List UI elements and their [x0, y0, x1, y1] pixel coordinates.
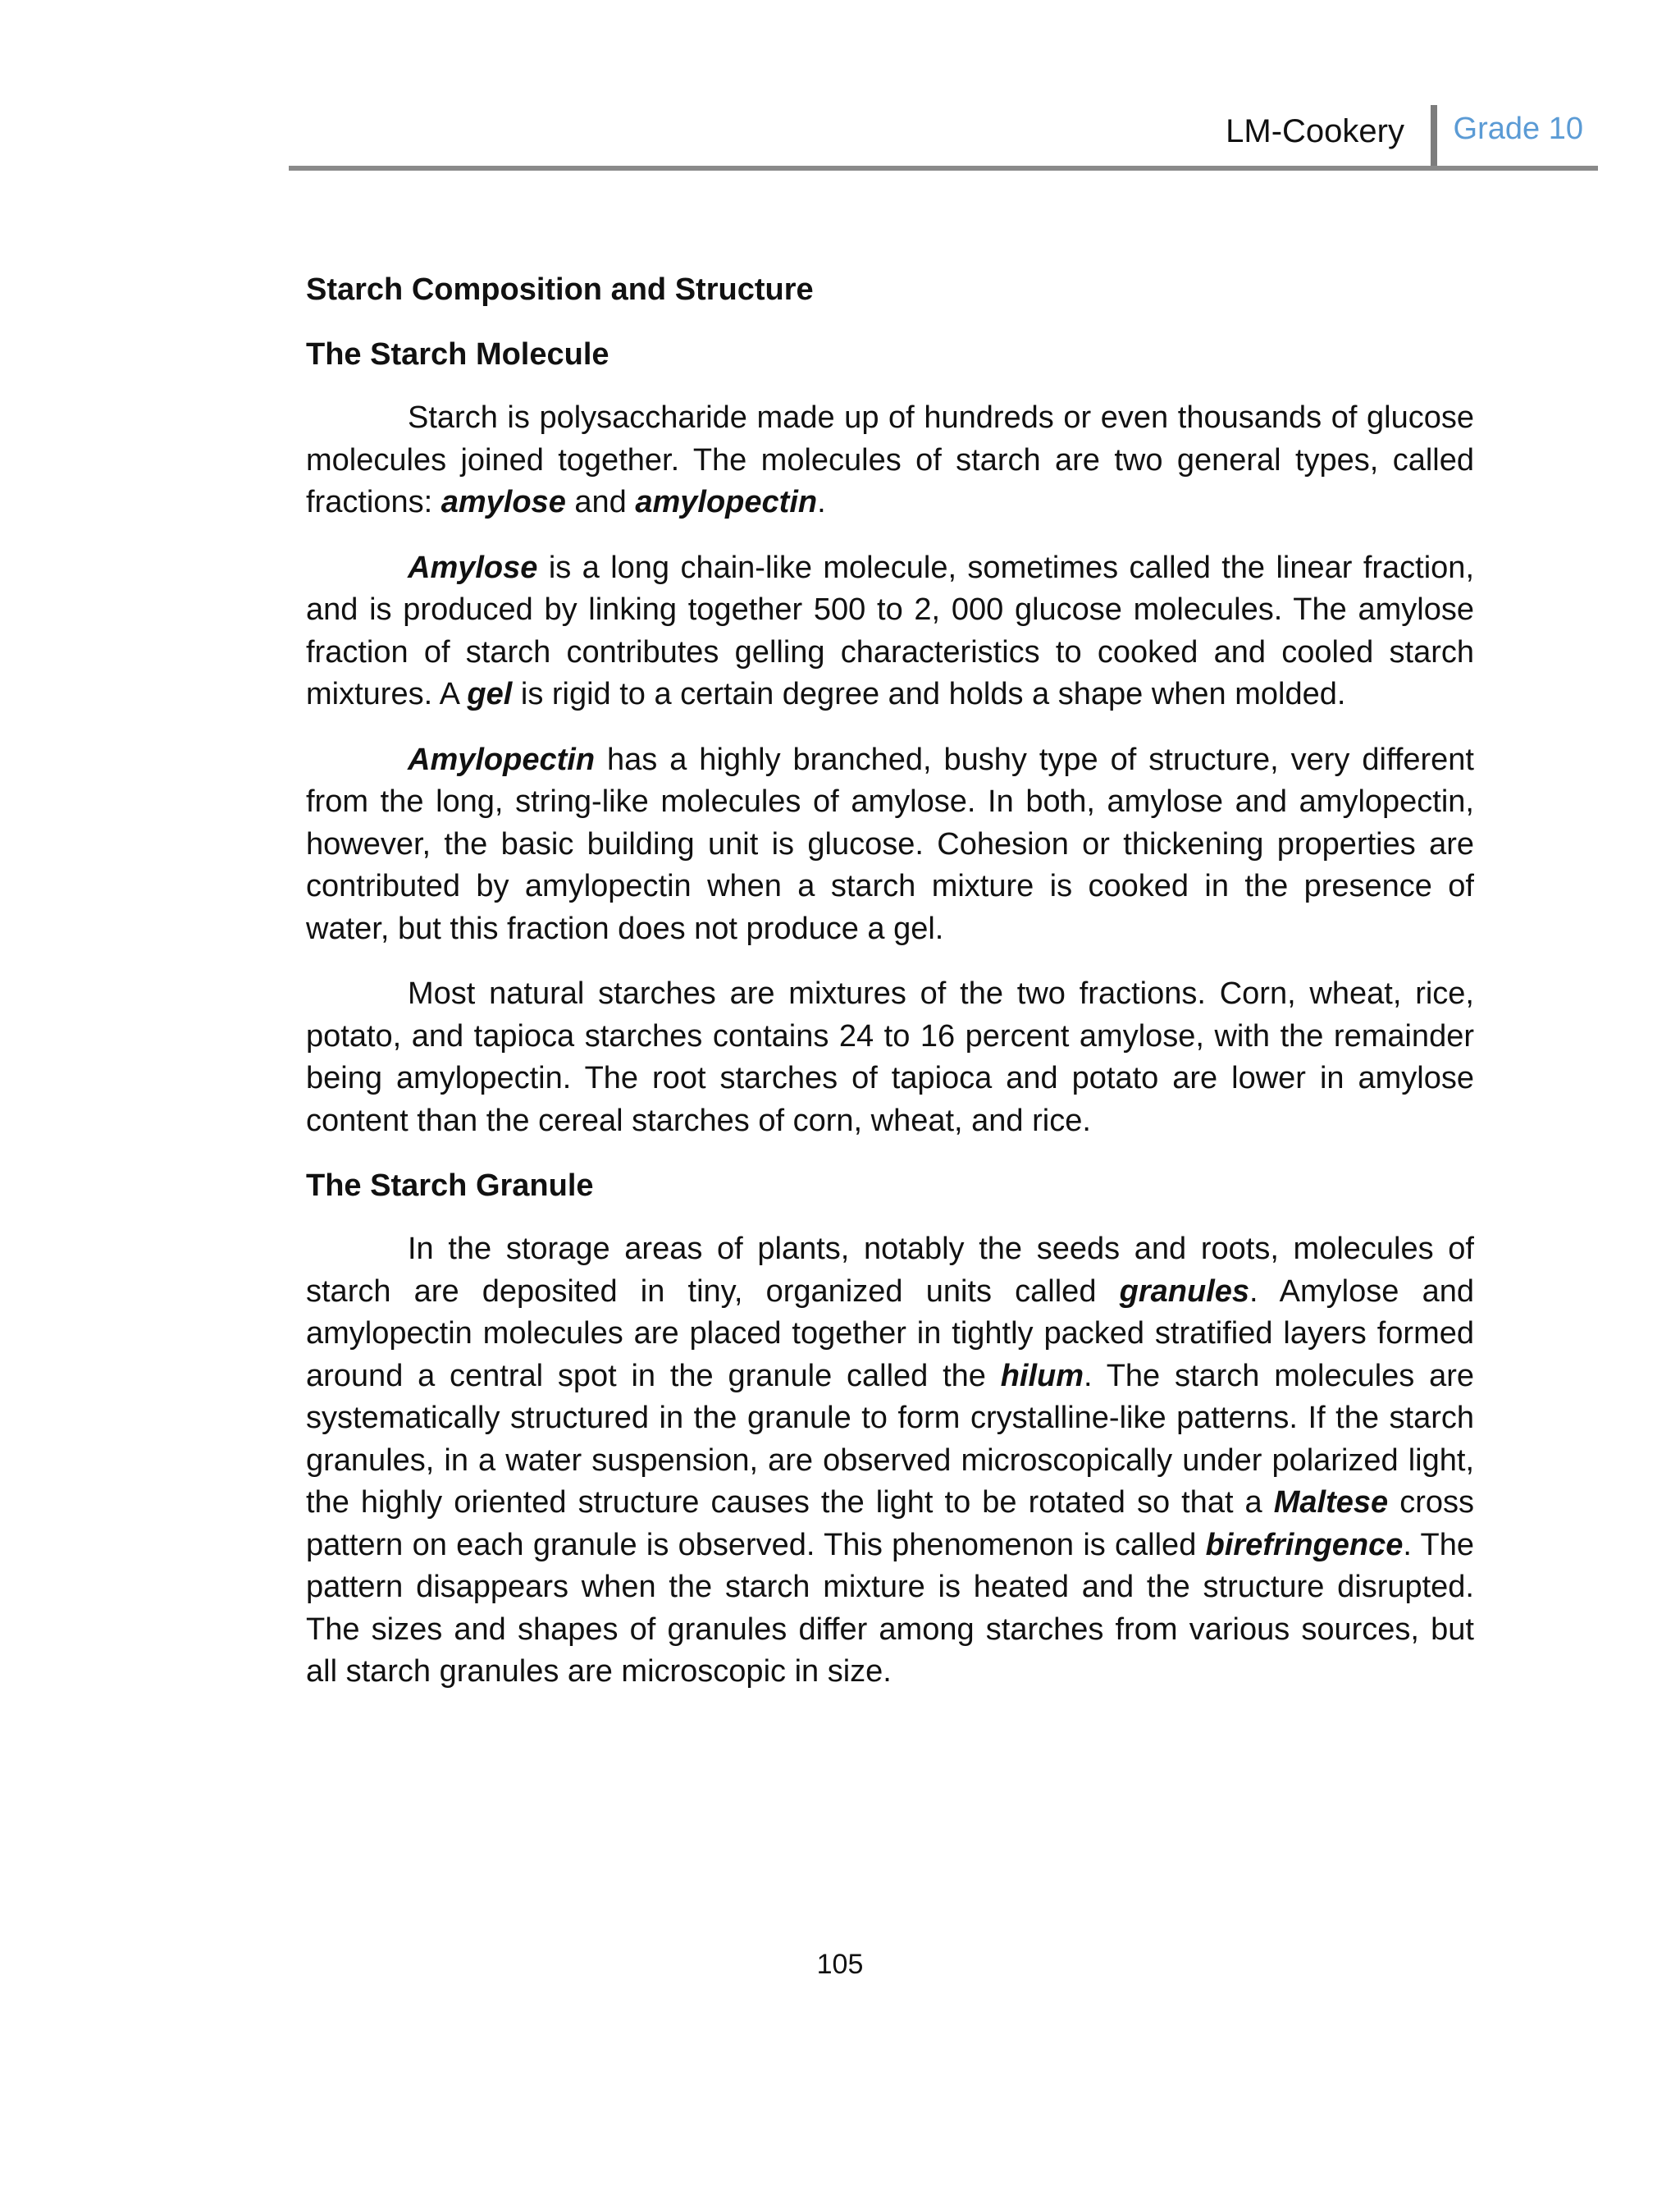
- term-amylose: amylose: [441, 485, 566, 519]
- paragraph-starch-granule: In the storage areas of plants, notably the seeds and roots, molecules of starch are deposited in tiny, organized units called granules. Amylose and amylopectin molecules are placed together in tightly packed stratified layers formed around a central spot in the granule called the hilum. The starch molecules are systematically structured in the granule to form crystalline-like patterns. If the starch granules, in a water suspension, are observed microscopically under polarized light, the highly oriented structure causes the light to be rotated so that a Maltese cross pattern on each granule is observed. This phenomenon is called birefringence. The pattern disappears when the starch mixture is heated and the structure disrupted. The sizes and shapes of granules differ among starches from various sources, but all starch granules are microscopic in size.: [306, 1232, 1475, 1689]
- paragraph-starch-intro: Starch is polysaccharide made up of hundreds or even thousands of glucose molecules joined together. The molecules of starch are two general types, called fractions: amylose and amylopectin.: [306, 400, 1474, 519]
- document-body: [306, 269, 1474, 1717]
- heading-starch-granule: The Starch Granule: [306, 1168, 594, 1203]
- page-number: 105: [816, 1949, 864, 1980]
- term-birefringence: birefringence: [1205, 1527, 1404, 1562]
- term-amylopectin: amylopectin: [635, 485, 818, 519]
- heading-starch-molecule: The Starch Molecule: [306, 337, 609, 372]
- header-rule: [289, 166, 1598, 171]
- header-grade: Grade 10: [1453, 112, 1583, 146]
- paragraph-natural-starches: Most natural starches are mixtures of the two fractions. Corn, wheat, rice, potato, and tapioca starches contains 24 to 16 percent amylose, with the remainder being amylopectin. The root starches of tapioca and potato are lower in amylose content than the cereal starches of corn, wheat, and rice.: [306, 976, 1474, 1138]
- paragraph-amylopectin: Amylopectin has a highly branched, bushy type of structure, very different from the long, string-like molecules of amylose. In both, amylose and amylopectin, however, the basic building unit is glucose. Cohesion or thickening properties are contributed by amylopectin when a starch mixture is cooked in the presence of water, but this fraction does not produce a gel.: [306, 742, 1474, 946]
- term-amylopectin-lead: Amylopectin: [408, 742, 596, 777]
- heading-starch-composition: Starch Composition and Structure: [306, 272, 814, 307]
- term-hilum: hilum: [1000, 1358, 1084, 1393]
- paragraph-amylose: Amylose is a long chain-like molecule, sometimes called the linear fraction, and is produced by linking together 500 to 2, 000 glucose molecules. The amylose fraction of starch contributes gelling characteristics to cooked and cooled starch mixtures. A gel is rigid to a certain degree and holds a shape when molded.: [306, 550, 1474, 711]
- header-divider: [1431, 105, 1437, 166]
- term-gel: gel: [467, 677, 513, 711]
- term-granules: granules: [1119, 1273, 1250, 1309]
- term-amylose-lead: Amylose: [408, 550, 538, 585]
- page-header: [289, 105, 1598, 171]
- header-title: LM-Cookery: [1226, 113, 1404, 149]
- term-maltese: Maltese: [1273, 1485, 1389, 1520]
